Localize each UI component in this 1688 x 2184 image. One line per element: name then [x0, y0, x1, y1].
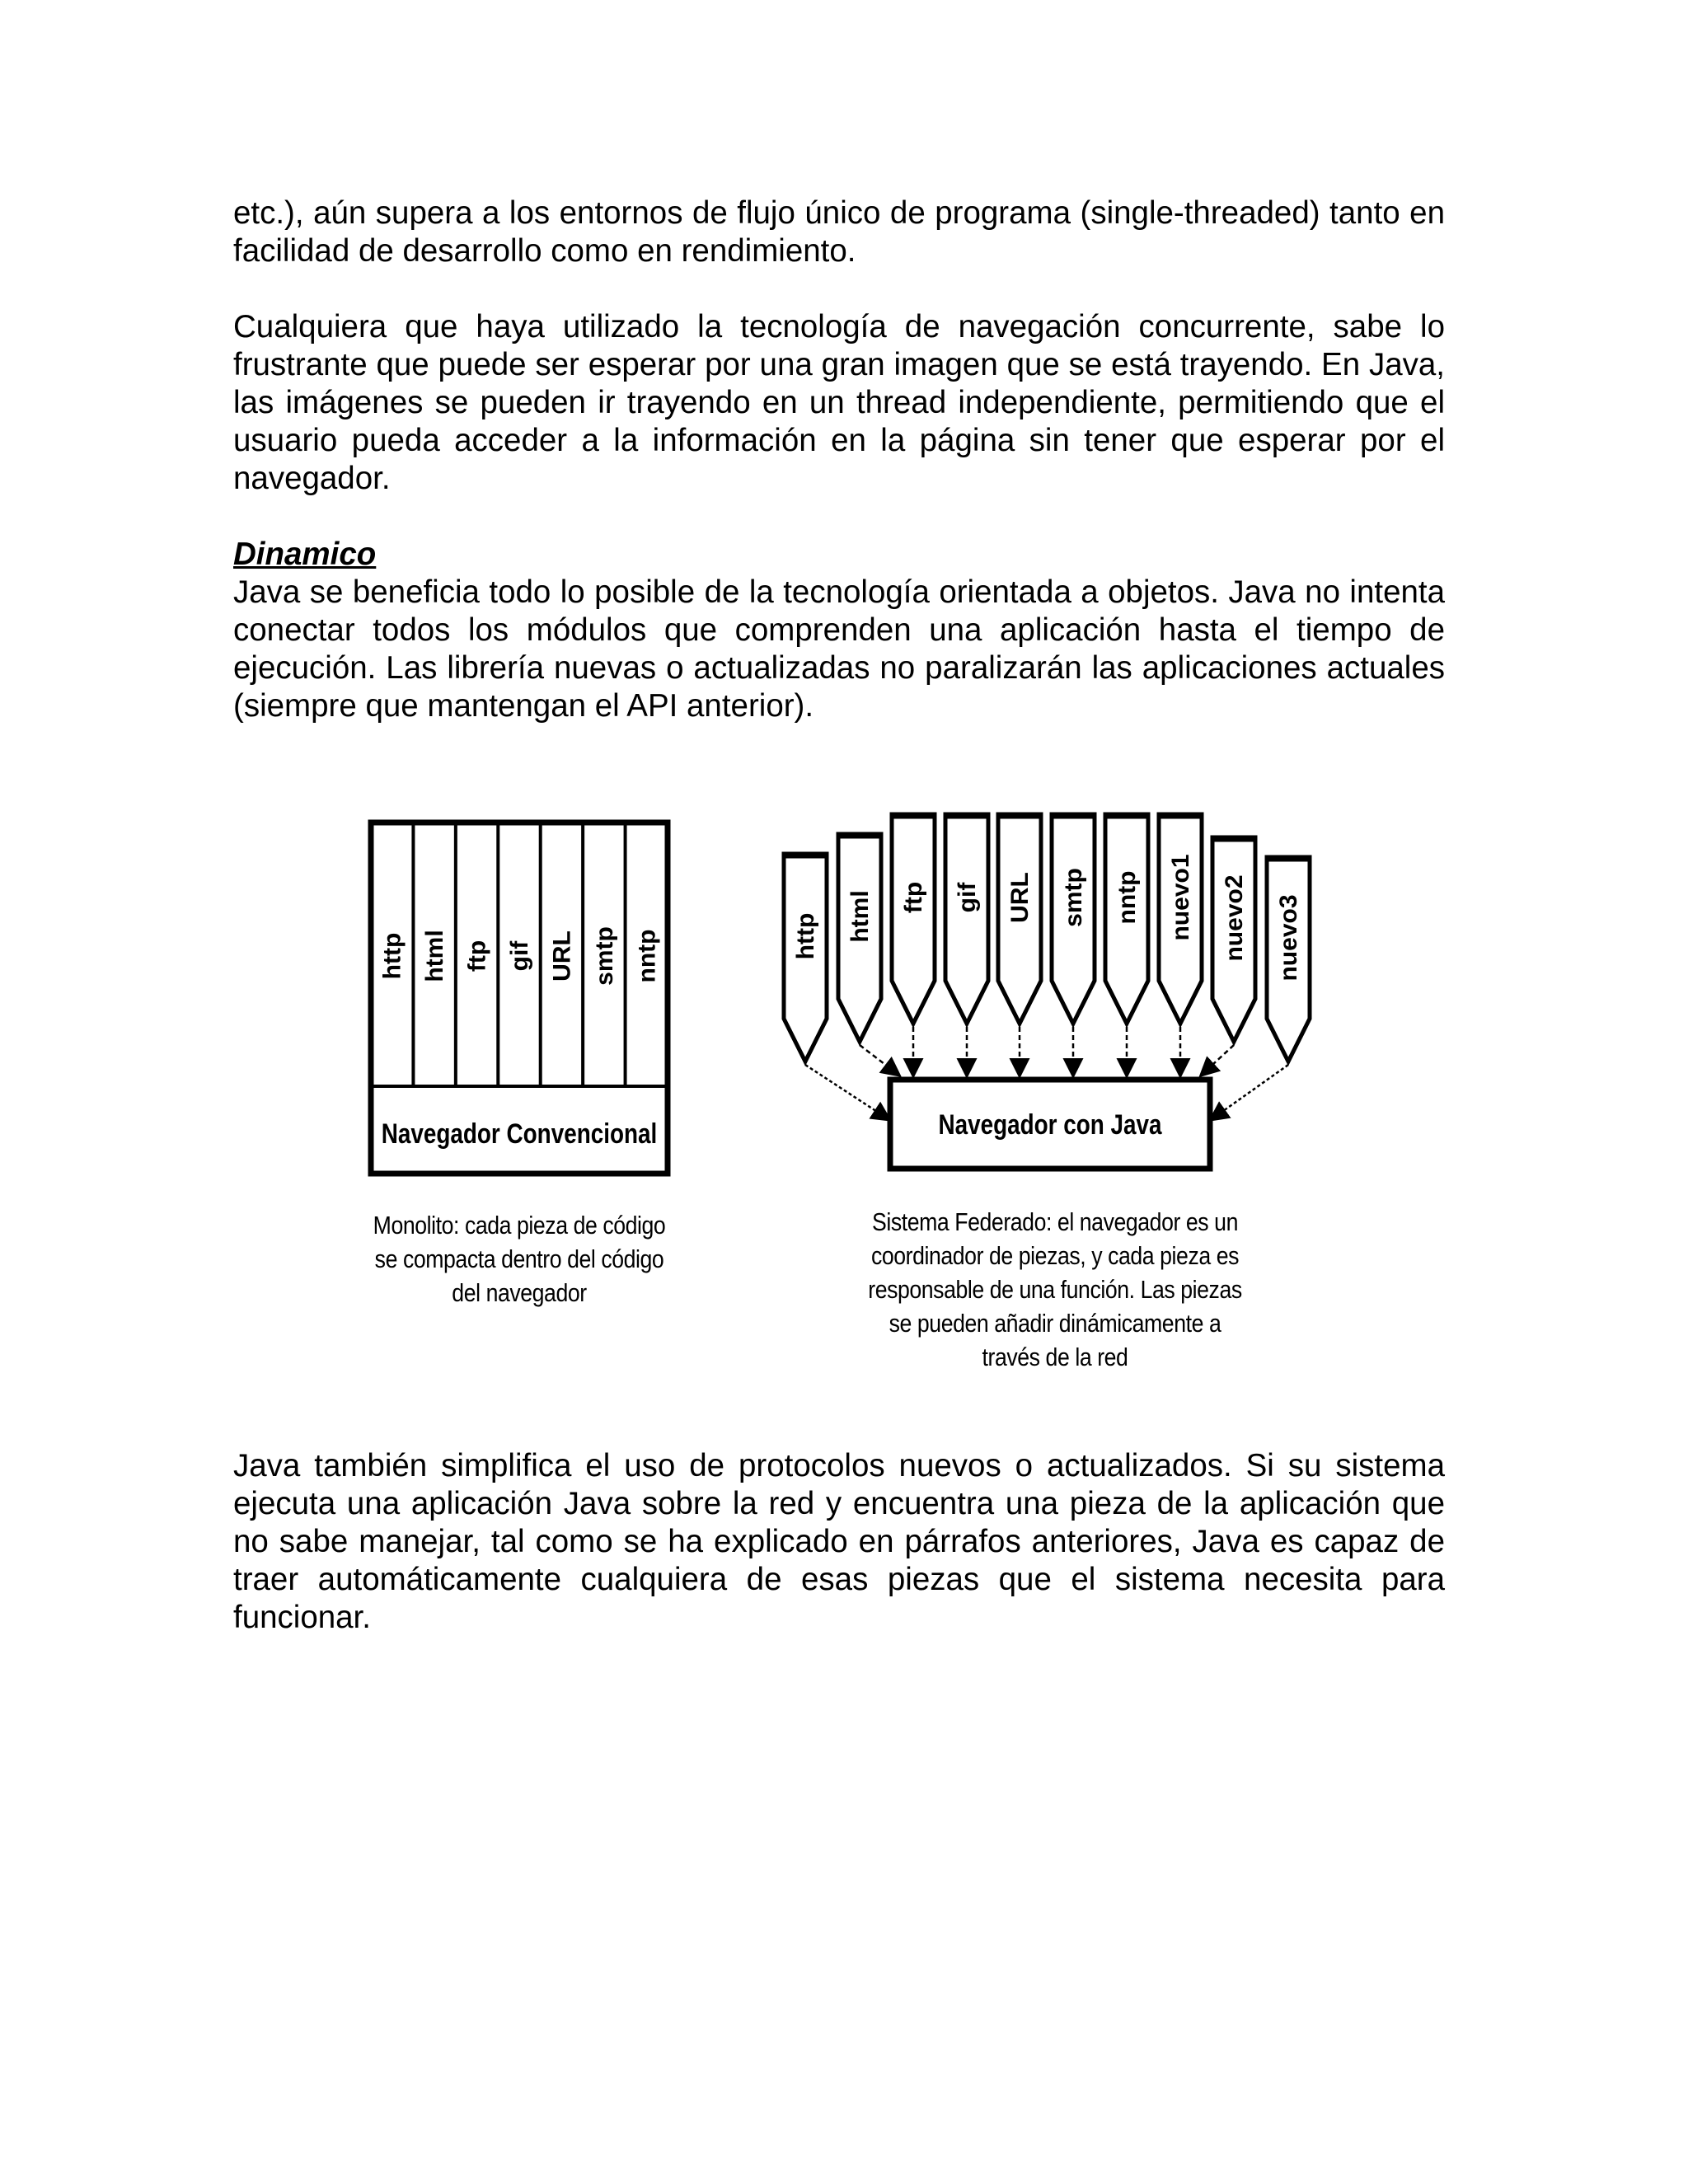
federated-diagram [784, 814, 1310, 1169]
module-label: nuevo3 [1275, 894, 1302, 982]
module-label: nuevo1 [1167, 854, 1194, 941]
federated-caption-line: Sistema Federado: el navegador es un [872, 1207, 1238, 1236]
module-label: html [421, 930, 449, 982]
module-label: URL [548, 930, 576, 982]
module-label: http [378, 932, 406, 980]
module-arrow [1202, 1045, 1234, 1075]
module-label: ftp [900, 881, 927, 914]
federated-caption [850, 1205, 1261, 1374]
module-label: http [792, 912, 819, 960]
paragraph-4 [233, 1447, 1445, 1637]
module-label: smtp [590, 926, 618, 986]
module-pencil [945, 814, 988, 1024]
module-label: smtp [1060, 868, 1087, 927]
federated-caption-line: se pueden añadir dinámicamente a [889, 1309, 1221, 1338]
paragraph-2-text: Cualquiera que haya utilizado la tecnología de navegación concurrente, sabe lo frustrante que puede ser esperar por una gran imagen que se está trayendo. En Java, las imágenes se pueden ir trayendo en un thread independiente, permitiendo que el usuario pueda acceder a la información en la página sin tener que esperar por el navegador. [233, 309, 1445, 496]
module-arrow [805, 1065, 889, 1119]
paragraph-1-text: etc.), aún supera a los entornos de flujo único de programa (single-threaded) tanto en facilidad de desarrollo como en rendimiento. [233, 195, 1445, 269]
monolith-caption [342, 1208, 696, 1310]
module-label: html [846, 890, 874, 943]
monolith-caption-line: Monolito: cada pieza de código [373, 1211, 666, 1240]
paragraph-4-text: Java también simplifica el uso de protocolos nuevos o actualizados. Si su sistema ejecuta una aplicación Java sobre la red y encuentra una pieza de la aplicación que no sabe manejar, tal como se ha explicado en párrafos anteriores, Java es capaz de traer automáticamente cualquiera de esas piezas que el sistema necesita para funcionar. [233, 1448, 1445, 1635]
monolith-caption-line: se compacta dentro del código [374, 1244, 664, 1273]
module-pencil [892, 814, 935, 1024]
module-label: gif [506, 940, 533, 972]
module-label: nuevo2 [1221, 874, 1248, 962]
federated-caption-line: coordinador de piezas, y cada pieza es [870, 1241, 1240, 1270]
federated-caption-line: través de la red [982, 1343, 1128, 1371]
module-arrow [860, 1045, 898, 1075]
monolith-caption-line: del navegador [452, 1278, 587, 1307]
module-label: nntp [633, 929, 661, 983]
module-label: nntp [1114, 870, 1141, 925]
module-label: ftp [463, 940, 491, 972]
module-arrow [1212, 1065, 1288, 1119]
section-heading: Dinamico [233, 537, 377, 572]
paragraph-3-text: Java se beneficia todo lo posible de la tecnología orientada a objetos. Java no intenta conectar todos los módulos que comprenden una aplicación hasta el tiempo de ejecución. Las librería nuevas o actualizadas no paralizarán las aplicaciones actuales (siempre que mantengan el API anterior). [233, 574, 1445, 724]
java-browser-box-label: Navegador con Java [938, 1108, 1162, 1141]
monolith-diagram [371, 823, 668, 1174]
monolith-box-label: Navegador Convencional [381, 1118, 658, 1150]
module-label: URL [1006, 872, 1034, 923]
federated-caption-line: responsable de una función. Las piezas [868, 1275, 1242, 1304]
module-label: gif [954, 882, 981, 913]
